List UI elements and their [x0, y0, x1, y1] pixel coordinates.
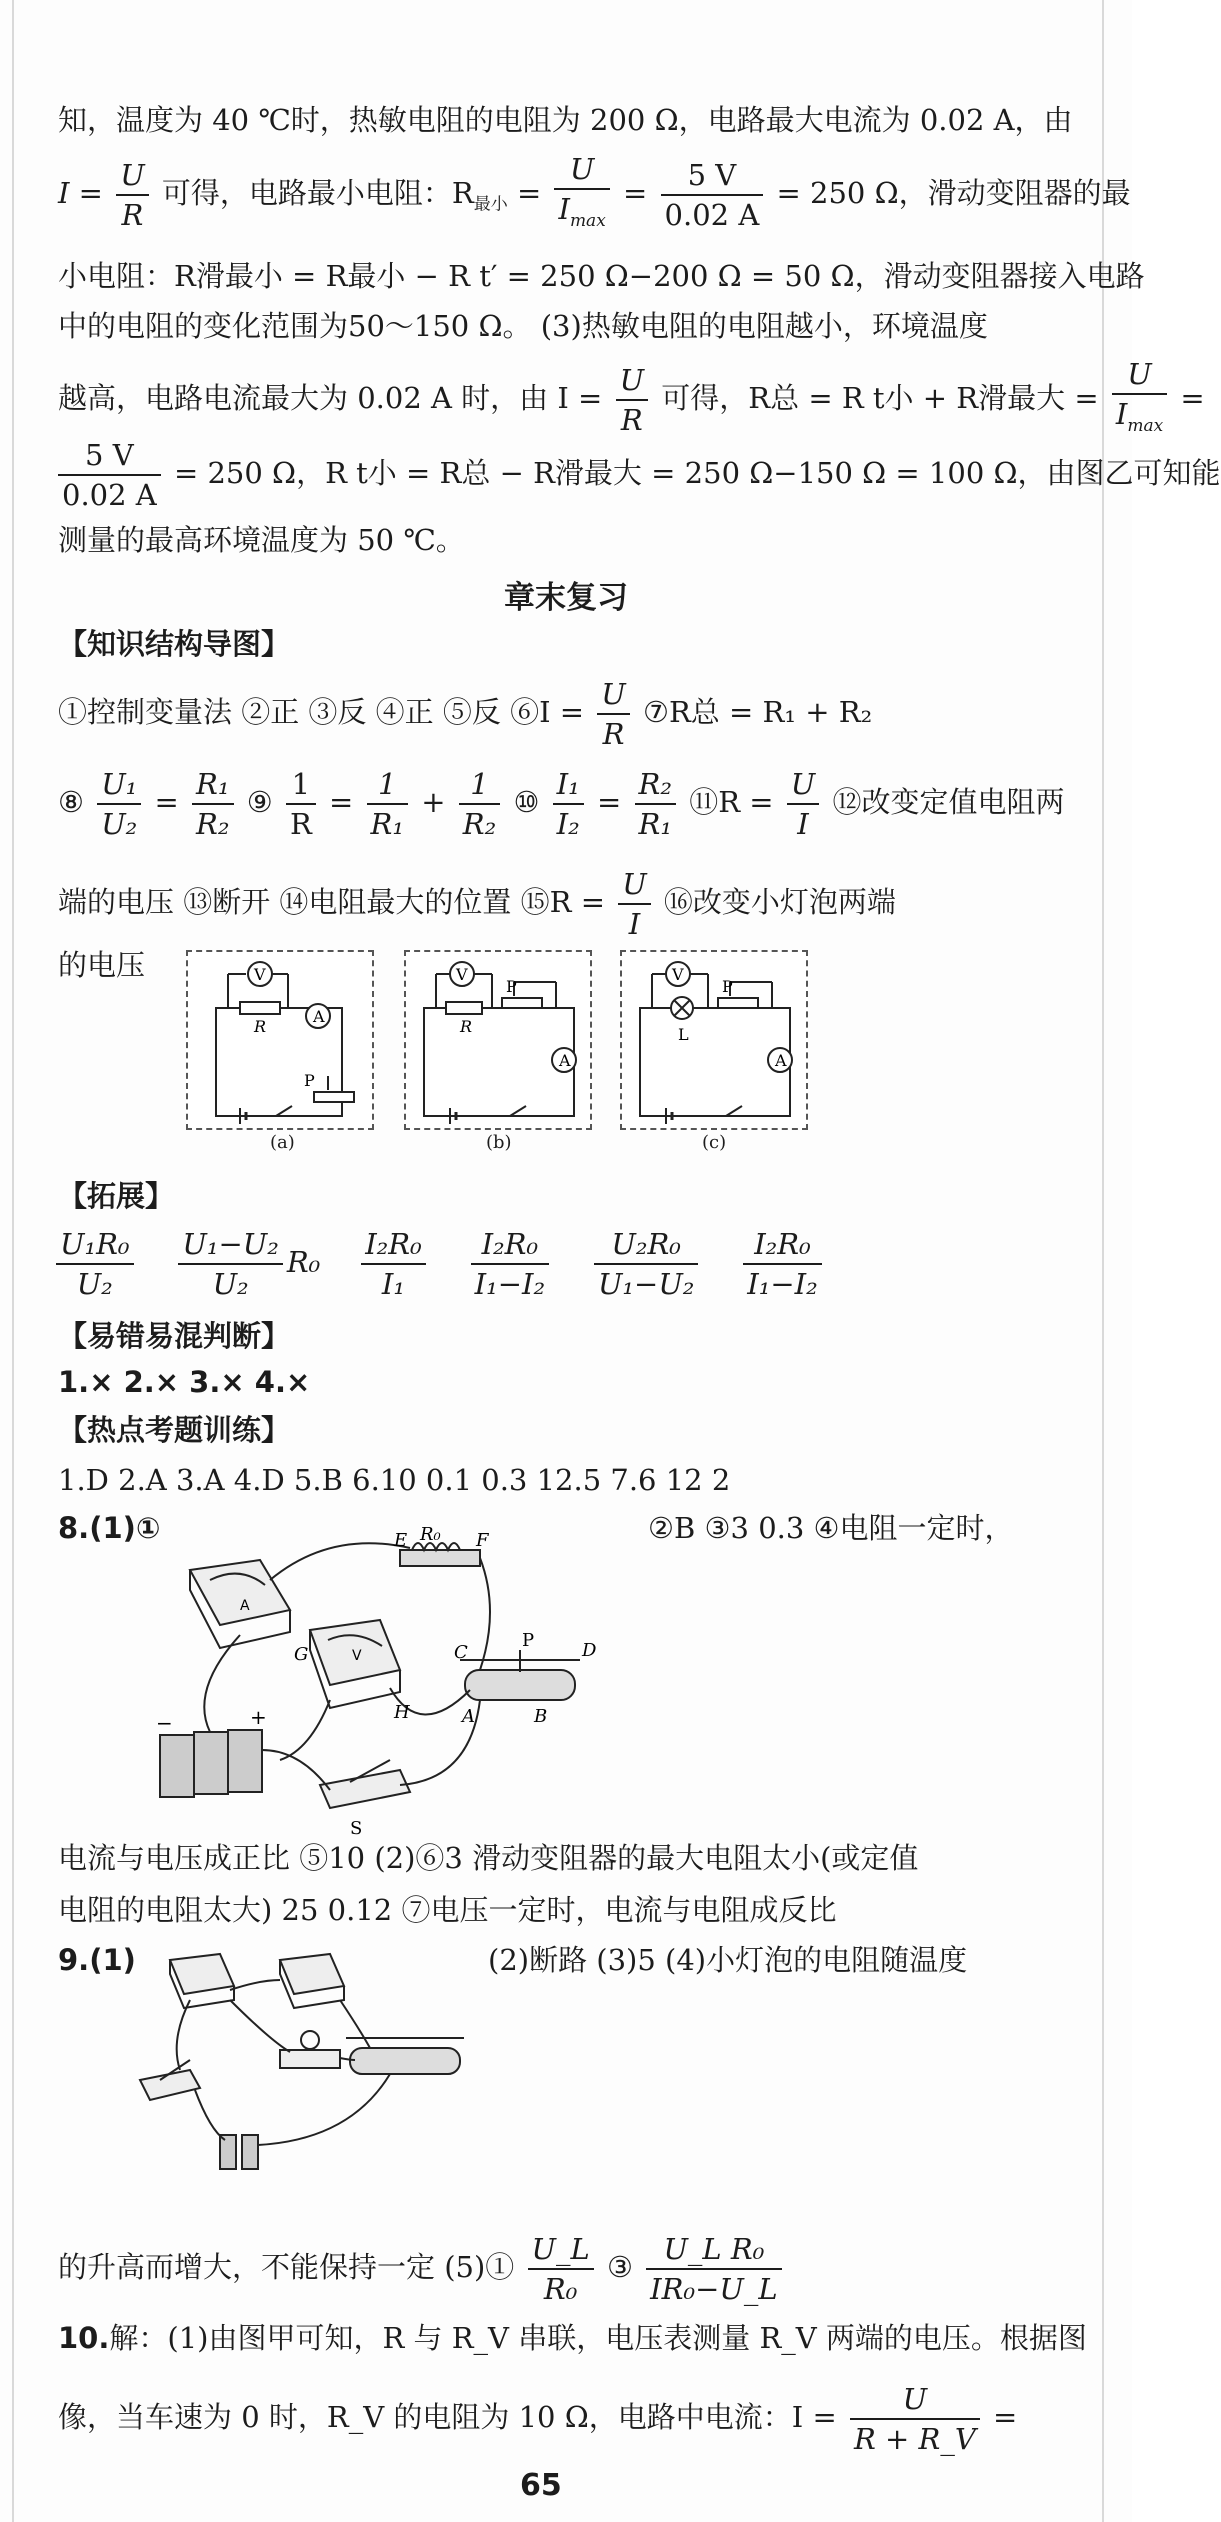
circuit-diagram-a	[186, 950, 374, 1130]
svg-text:A: A	[240, 1598, 250, 1614]
circuit-diagram-b	[404, 950, 592, 1130]
svg-text:V: V	[254, 965, 266, 984]
q9-answers: (2)断路 (3)5 (4)小灯泡的电阻随温度	[488, 1943, 968, 1977]
fraction: $\frac{1}{\text{R₁}}$	[367, 765, 408, 843]
fraction: $\frac{U}{R + R\_V}$	[850, 2380, 980, 2458]
svg-text:A: A	[313, 1007, 325, 1026]
fraction: $\frac{U}{R}$	[616, 361, 648, 439]
svg-text:−: −	[156, 1711, 173, 1735]
text-line: 测量的最高环境温度为 50 ℃。	[58, 523, 465, 557]
text-line: 像，当车速为 0 时，R_V 的电阻为 10 Ω，电路中电流：I = $\frac{U}{R + R\_V}$ =	[58, 2382, 1018, 2456]
fraction: $\frac{U}{I_{max}}$	[1112, 355, 1167, 445]
fraction: $\frac{1}{R}$	[286, 765, 316, 843]
svg-text:P: P	[304, 1071, 315, 1090]
svg-text:A: A	[559, 1051, 571, 1070]
svg-text:H: H	[394, 1702, 410, 1723]
svg-text:A: A	[462, 1706, 475, 1727]
circuit-diagram-c	[620, 950, 808, 1130]
heading-knowledge-structure: 【知识结构导图】	[58, 627, 291, 661]
text-line: 10.解：(1)由图甲可知，R 与 R_V 串联，电压表测量 R_V 两端的电压。根据图	[58, 2321, 1087, 2355]
svg-text:L: L	[678, 1025, 689, 1044]
page-number: 65	[520, 2468, 562, 2503]
fraction: $\frac{U}{R}$	[597, 675, 629, 753]
fraction: $\frac{5 V}{0.02 A}$	[661, 156, 764, 234]
svg-text:A: A	[775, 1051, 787, 1070]
text-line: 越高，电路电流最大为 0.02 A 时，由 I = $\frac{U}{R}$ 可得，R总 = R t小 + R滑最大 = $\frac{U}{I_{max}}$ =	[58, 355, 1205, 445]
text-line: 中的电阻的变化范围为50～150 Ω。 (3)热敏电阻的电阻越小，环境温度	[58, 309, 988, 343]
q8-label: 8.(1)①	[58, 1511, 161, 1545]
fraction: $\frac{\text{I₁}}{\text{I₂}}$	[553, 765, 584, 843]
svg-text:C: C	[454, 1642, 468, 1663]
fraction: $\frac{\text{U\_L R₀}}{\text{IR₀−U\_L}}$	[646, 2230, 781, 2308]
fraction: $\frac{\text{I₂R₀}}{\text{I₁−I₂}}$	[743, 1225, 821, 1303]
q9-apparatus-illustration	[130, 1940, 470, 2180]
caption-c: (c)	[702, 1132, 727, 1153]
fraction: $\frac{\text{U₁R₀}}{\text{U₂}}$	[56, 1225, 134, 1303]
answer-line: ①控制变量法 ②正 ③反 ④正 ⑤反 ⑥I = $\frac{U}{R}$ ⑦R总 = R₁ + R₂	[58, 677, 873, 751]
answer-line: 1.D 2.A 3.A 4.D 5.B 6.10 0.1 0.3 12.5 7.6 12 2	[58, 1463, 731, 1497]
extension-answers: $\frac{\text{U₁R₀}}{\text{U₂}}$ $\frac{\text{U₁−U₂}}{\text{U₂}}$ R₀ $\frac{\text{I₂R₀}}{\text{I₁}}$ $\frac{\text{I₂R₀}}{\text{I₁−I₂}}$ $\frac{\text{U₂R₀}}{\text{U₁−U₂}}$ $\frac{\text{I₂R₀}}{\text{I₁−I₂}}$	[52, 1225, 826, 1303]
fraction: $\frac{\text{R₂}}{\text{R₁}}$	[635, 765, 676, 843]
label-R0: R₀	[420, 1524, 441, 1545]
fraction: $\frac{1}{\text{R₂}}$	[459, 765, 500, 843]
q8-answers: ②B ③3 0.3 ④电阻一定时，	[648, 1511, 1014, 1545]
text-line: I = $\frac{U}{R}$ 可得，电路最小电阻：$R_{最小}$ = $\frac{U}{I_{max}}$ = $\frac{5 V}{0.02 A}$ = 250 Ω，滑动变阻器的最	[58, 150, 1131, 240]
svg-text:B: B	[534, 1706, 548, 1727]
fraction: $\frac{U}{I_{max}}$	[554, 150, 609, 240]
svg-text:G: G	[294, 1644, 309, 1665]
svg-text:R: R	[254, 1017, 267, 1036]
svg-text:F: F	[476, 1530, 489, 1551]
fraction: $\frac{\text{U₂R₀}}{\text{U₁−U₂}}$	[594, 1225, 698, 1303]
fraction: $\frac{U}{I}$	[787, 765, 819, 843]
svg-text:P: P	[506, 977, 517, 996]
svg-text:D: D	[582, 1640, 597, 1661]
judge-answers: 1.× 2.× 3.× 4.×	[58, 1365, 311, 1399]
fraction: $\frac{\text{U₁−U₂}}{\text{U₂}}$	[178, 1225, 282, 1303]
svg-text:E: E	[394, 1530, 408, 1551]
text-line: $\frac{5 V}{0.02 A}$ = 250 Ω，R t小 = R总 − R滑最大 = 250 Ω−150 Ω = 100 Ω，由图乙可知能	[58, 436, 1221, 514]
answer-line: 端的电压 ⑬断开 ⑭电阻最大的位置 ⑮R = $\frac{U}{I}$ ⑯改变小灯泡两端	[58, 867, 896, 941]
svg-text:V: V	[352, 1648, 362, 1664]
text-line: 小电阻：R滑最小 = R最小 − R t′ = 250 Ω−200 Ω = 50 Ω，滑动变阻器接入电路	[58, 259, 1145, 293]
caption-a: (a)	[270, 1132, 295, 1153]
fraction: $\frac{\text{U₁}}{\text{U₂}}$	[97, 765, 141, 843]
fraction: $\frac{\text{I₂R₀}}{\text{I₁}}$	[361, 1225, 426, 1303]
fraction: $\frac{U\_L}{\text{R₀}}$	[528, 2230, 594, 2308]
heading-extension: 【拓展】	[58, 1179, 175, 1213]
text-line: 电流与电压成正比 ⑤10 (2)⑥3 滑动变阻器的最大电阻太小(或定值	[58, 1841, 919, 1875]
svg-text:V: V	[456, 965, 468, 984]
svg-text:+: +	[250, 1705, 267, 1729]
answer-line: 的升高而增大，不能保持一定 (5)① $\frac{U\_L}{\text{R₀}}$ ③ $\frac{\text{U\_L R₀}}{\text{IR₀−U\_L}}$	[58, 2230, 786, 2308]
text-line: 知，温度为 40 ℃时，热敏电阻的电阻为 200 Ω，电路最大电流为 0.02 A，由	[58, 103, 1073, 137]
svg-text:V: V	[672, 965, 684, 984]
heading-hot-topics: 【热点考题训练】	[58, 1413, 291, 1447]
answer-line: 的电压	[58, 948, 146, 982]
q9-label: 9.(1)	[58, 1943, 136, 1977]
svg-text:R: R	[460, 1017, 473, 1036]
left-margin-line	[12, 0, 14, 2522]
fraction: $\frac{U}{I}$	[618, 865, 650, 943]
q8-apparatus-illustration	[150, 1510, 610, 1840]
text-line: 电阻的电阻太大) 25 0.12 ⑦电压一定时，电流与电阻成反比	[58, 1893, 837, 1927]
caption-b: (b)	[486, 1132, 512, 1153]
fraction: $\frac{\text{R₁}}{\text{R₂}}$	[192, 765, 233, 843]
fraction: $\frac{5 V}{0.02 A}$	[58, 436, 161, 514]
svg-text:P: P	[522, 1630, 535, 1651]
heading-judge: 【易错易混判断】	[58, 1319, 291, 1353]
svg-text:S: S	[350, 1818, 363, 1839]
fraction: $\frac{\text{I₂R₀}}{\text{I₁−I₂}}$	[471, 1225, 549, 1303]
section-title: 章末复习	[504, 580, 628, 616]
fraction: $\frac{U}{R}$	[116, 156, 148, 234]
svg-text:P: P	[722, 977, 733, 996]
answer-line: ⑧ $\frac{\text{U₁}}{\text{U₂}}$ = $\frac{\text{R₁}}{\text{R₂}}$ ⑨ $\frac{1}{R}$ = $\frac{1}{\text{R₁}}$ + $\frac{1}{\text{R₂}}$ ⑩ $\frac{\text{I₁}}{\text{I₂}}$ = $\frac{\text{R₂}}{\text{R₁}}$ ⑪R = $\frac{U}{I}$ ⑫改变定值电阻两	[58, 767, 1065, 841]
